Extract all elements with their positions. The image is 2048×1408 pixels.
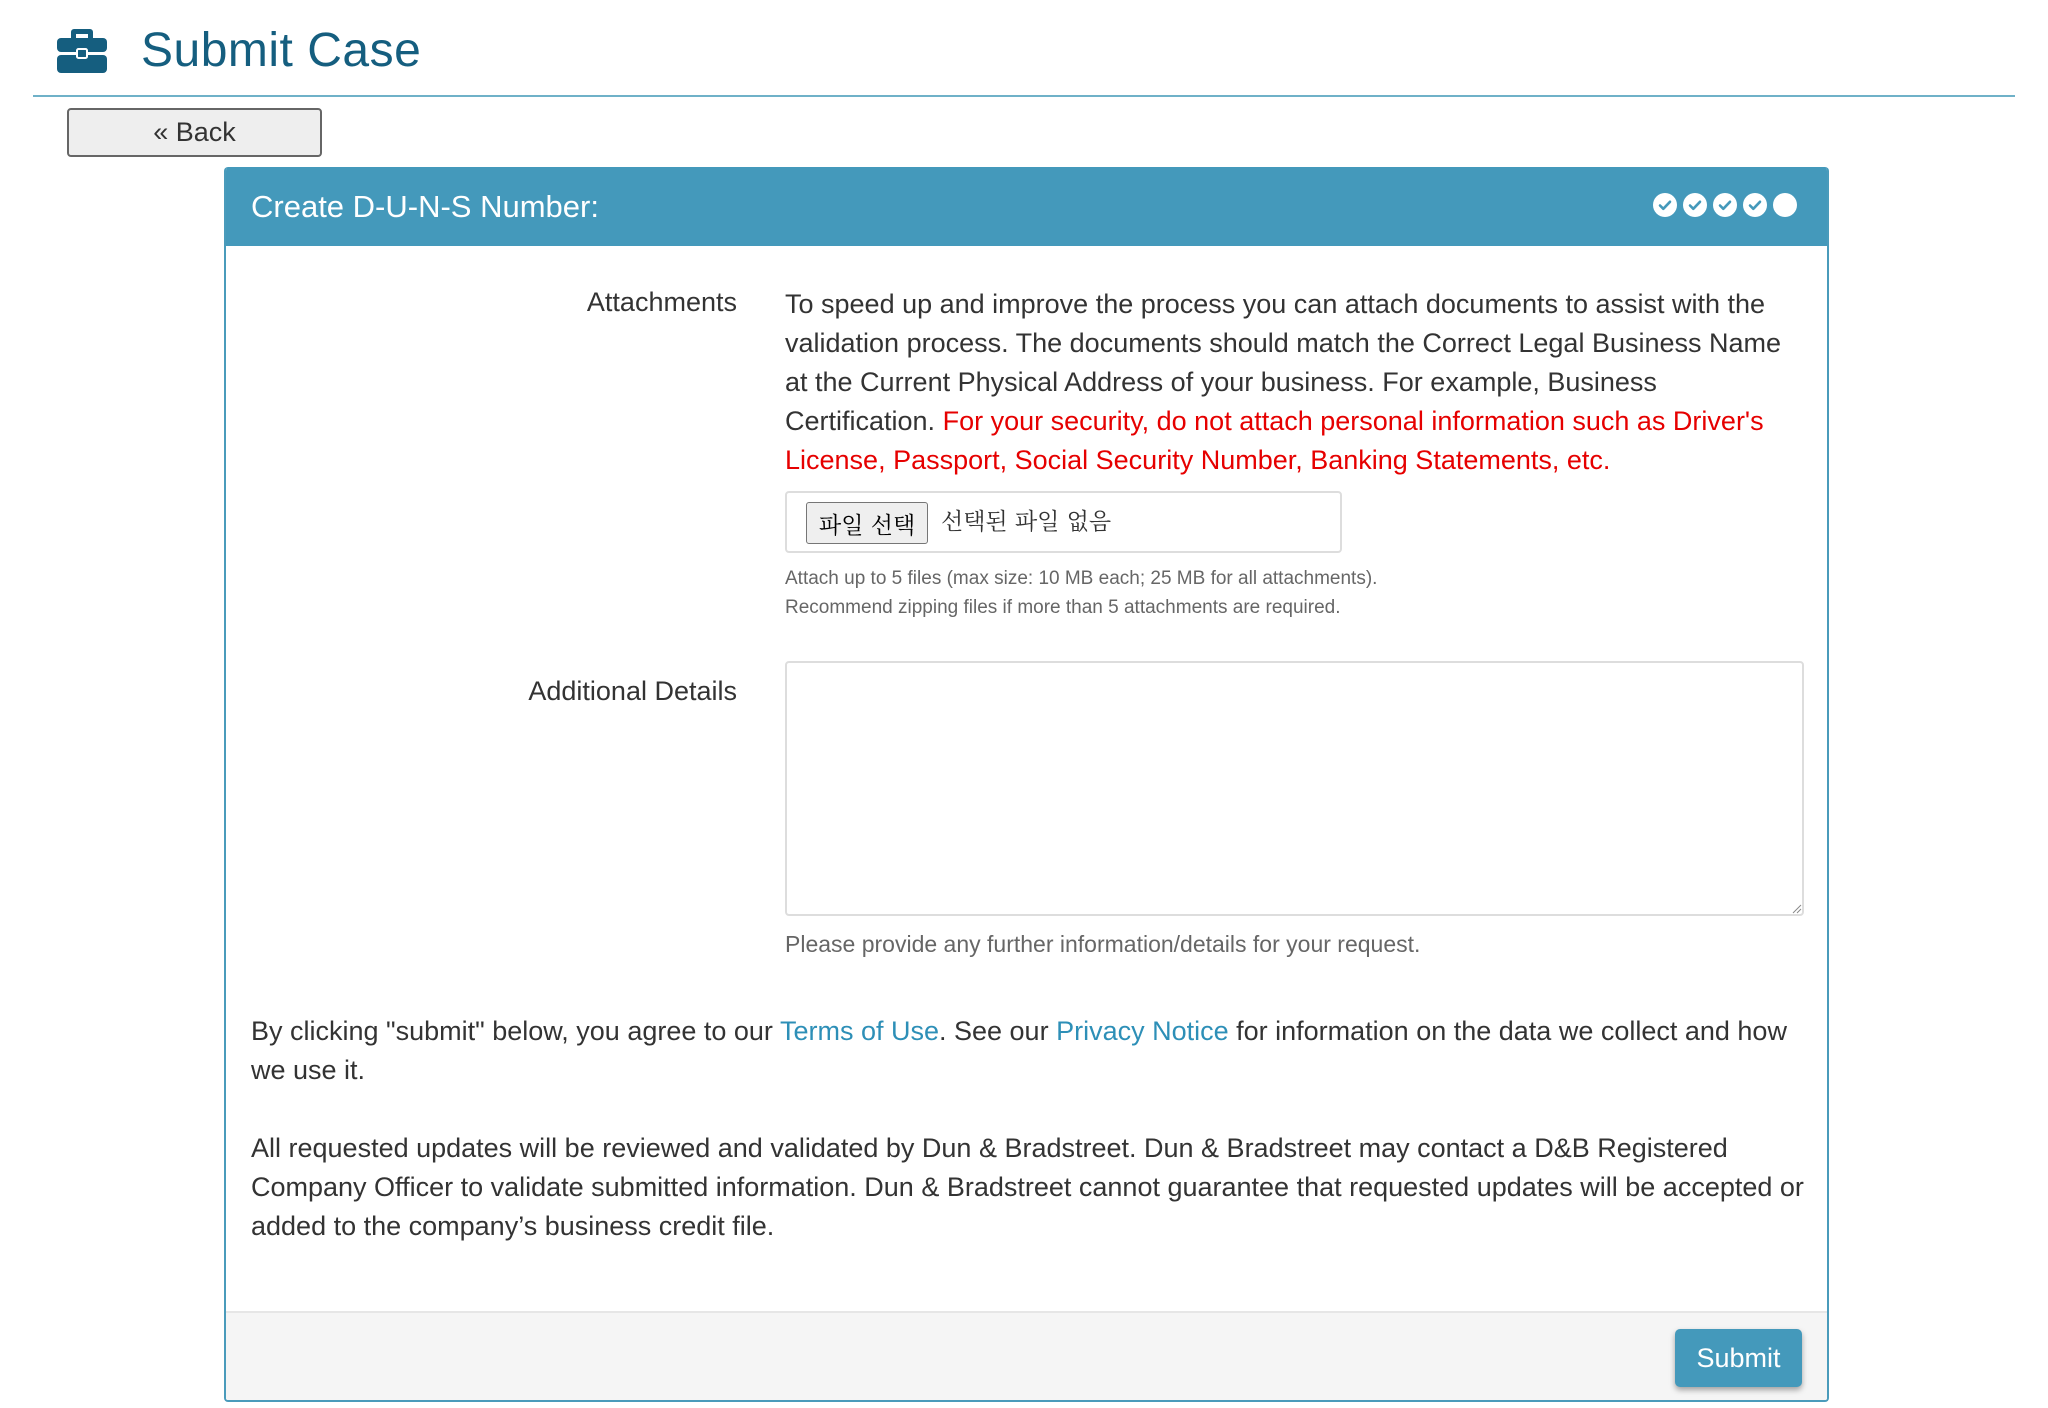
- resize-handle-icon[interactable]: [1792, 904, 1802, 914]
- terms-notice: [251, 1012, 1811, 1090]
- progress-step-current-icon: [1773, 193, 1797, 217]
- progress-step-complete-icon: [1713, 193, 1737, 217]
- back-button[interactable]: « Back: [67, 108, 322, 157]
- progress-step-complete-icon: [1743, 193, 1767, 217]
- additional-details-textarea[interactable]: [785, 661, 1804, 916]
- privacy-notice-link[interactable]: Privacy Notice: [1056, 1016, 1229, 1046]
- submit-button[interactable]: Submit: [1675, 1329, 1802, 1387]
- page-title: Submit Case: [141, 23, 422, 77]
- progress-step-complete-icon: [1683, 193, 1707, 217]
- attachments-help: [785, 564, 1377, 622]
- terms-of-use-link[interactable]: Terms of Use: [779, 1016, 939, 1046]
- progress-indicator: [1653, 193, 1797, 217]
- attachments-label: Attachments: [586, 287, 737, 317]
- terms-text-middle: . See our: [939, 1016, 1057, 1046]
- terms-text-before: By clicking "submit" below, you agree to our: [251, 1016, 780, 1046]
- card-footer: [226, 1311, 1827, 1402]
- additional-details-label: Additional Details: [528, 676, 737, 706]
- page-header: [33, 0, 2015, 97]
- attachments-help-line-2: Recommend zipping files if more than 5 attachments are required.: [785, 597, 1341, 618]
- file-input[interactable]: [785, 491, 1342, 553]
- terms-text-after: for information on the data we collect and how we use it.: [251, 1016, 1787, 1085]
- attachments-description-text: To speed up and improve the process you can attach documents to assist with the validation process. The documents should match the Correct Legal Business Name at the Current Physical Address of your business. For example, Business Certification.: [785, 289, 1782, 436]
- progress-step-complete-icon: [1653, 193, 1677, 217]
- briefcase-icon: [57, 27, 107, 73]
- attachments-security-warning: For your security, do not attach personal information such as Driver's License, Passport, Social Security Number, Banking Statements, etc.: [785, 406, 1764, 475]
- validation-notice: All requested updates will be reviewed and validated by Dun & Bradstreet. Dun & Bradstreet may contact a D&B Registered Company Officer to validate submitted information. Dun & Bradstreet cannot guarantee that requested updates will be accepted or added to the company’s business credit file.: [251, 1133, 1804, 1241]
- card-header: [226, 167, 1827, 246]
- attachments-help-line-1: Attach up to 5 files (max size: 10 MB each; 25 MB for all attachments).: [785, 568, 1378, 589]
- page-title-wrap: [57, 20, 421, 80]
- card-title: Create D-U-N-S Number:: [251, 189, 599, 224]
- case-form-card: [224, 167, 1829, 1402]
- additional-details-help: Please provide any further information/details for your request.: [785, 931, 1421, 957]
- choose-file-button[interactable]: 파일 선택: [806, 502, 928, 544]
- attachments-description: [785, 285, 1805, 480]
- file-status-text: 선택된 파일 없음: [941, 509, 1112, 535]
